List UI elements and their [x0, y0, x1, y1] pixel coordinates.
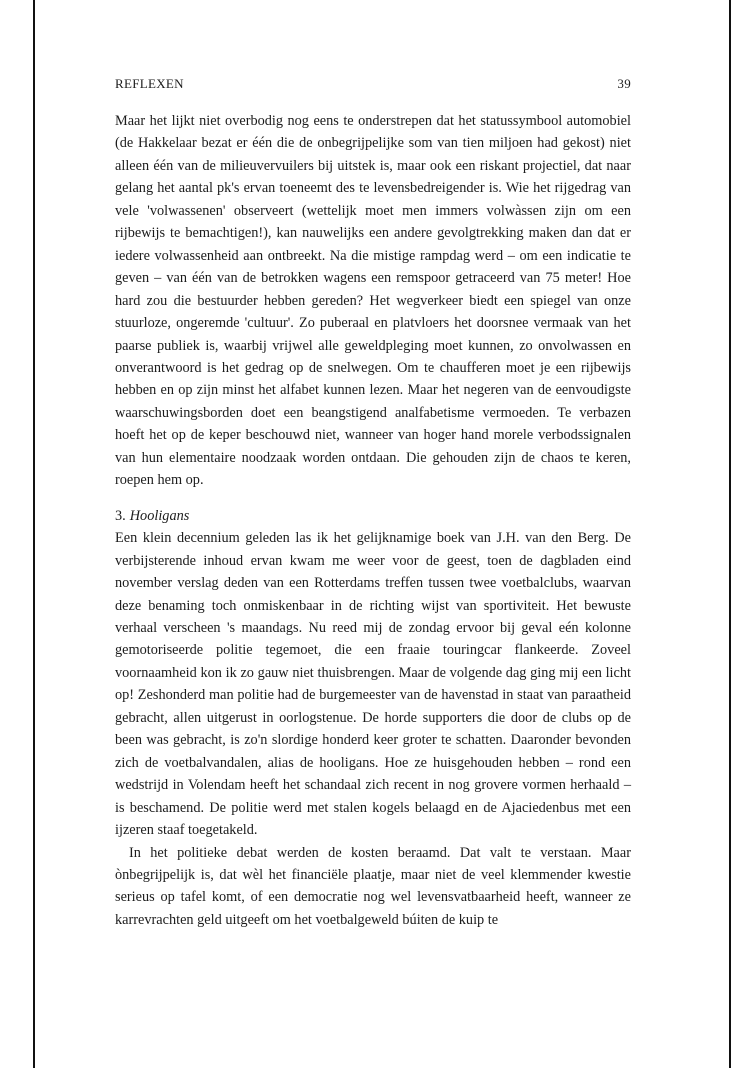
- paragraph: Maar het lijkt niet overbodig nog eens te onderstrepen dat het statussymbool automobiel (de Hakkelaar bezat er één die de onbegrijpelijke som van tien miljoen had gekost) niet alleen één van de milieuvervuilers bij uitstek is, maar ook een riskant projectiel, dat naar gelang het aantal pk's ervan toeneemt des te levensbedreigender is. Wie het rijgedrag van vele 'volwassenen' observeert (wettelijk moet men immers volwàssen zijn om een rijbewijs te bemachtigen!), kan nauwelijks een andere gevolgtrekking maken dan dat er iedere volwassenheid aan ontbreekt. Na die mistige rampdag werd – om een indicatie te geven – van één van de betrokken wagens een remspoor getraceerd van 75 meter! Hoe hard zou die bestuurder hebben gereden? Het wegverkeer biedt een spiegel van onze stuurloze, ongeremde 'cultuur'. Zo puberaal en platvloers het doorsnee vermaak van het paarse publiek is, waarbij vrijwel alle geweldpleging moet kunnen, zo onvolwassen en onverantwoord is het gedrag op de snelwegen. Om te chaufferen moet je een rijbewijs hebben en op zijn minst het alfabet kunnen lezen. Maar het negeren van de eenvoudigste waarschuwingsborden doet een beangstigend analfabetisme vermoeden. Te verbazen hoeft het op de keper beschouwd niet, wanneer van hoger hand morele verbodssignalen van hun elementaire noodzaak worden ontdaan. Die gehouden zijn de chaos te keren, roepen hem op.: [115, 113, 631, 489]
- section-number: 3.: [115, 507, 126, 524]
- paragraph: Een klein decennium geleden las ik het gelijknamige boek van J.H. van den Berg. De verbijsterende inhoud ervan kwam me weer voor de geest, toen de dagbladen eind november verslag deden van een Rotterdams treffen tussen twee voetbalclubs, waarvan deze benaming toch onmiskenbaar in de richting wijst van sportiviteit. Het bewuste verhaal verscheen 's maandags. Nu reed mij de zondag ervoor bij geval eén kolonne gemotoriseerde politie tegemoet, die een fraaie touringcar flankeerde. Zoveel voornaamheid kon ik zo gauw niet thuisbrengen. Maar de volgende dag ging mij een licht op! Zeshonderd man politie had de burgemeester van de havenstad in staat van paraatheid gebracht, allen uitgerust in oorlogstenue. De horde supporters die door de clubs op de been was gebracht, is zo'n slordige honderd keer groter te schatten. Daaronder bevonden zich de voetbalvandalen, alias de hooligans. Hoe ze huisgehouden hebben – rond een wedstrijd in Volendam heeft het schandaal zich recent in nog grovere vormen herhaald – is beschamend. De politie werd met stalen kogels belaagd en de Ajaciedenbus met een ijzeren staaf toegetakeld.: [115, 530, 631, 839]
- section-title: Hooligans: [129, 507, 190, 524]
- section-heading: [115, 505, 631, 527]
- scan-edge-right: [729, 0, 731, 1068]
- book-page: [115, 76, 631, 931]
- scan-edge-left: [33, 0, 35, 1068]
- running-head-title: REFLEXEN: [115, 76, 184, 91]
- running-head: [115, 76, 631, 96]
- page-number: 39: [617, 76, 631, 91]
- body-text: [115, 110, 631, 931]
- paragraph: In het politieke debat werden de kosten beraamd. Dat valt te verstaan. Maar ònbegrijpelijk is, dat wèl het financiële plaatje, maar niet de veel klemmender kwestie serieus op tafel komt, of een democratie nog wel levensvatbaarheid heeft, wanneer ze karrevrachten geld uitgeeft om het voetbalgeweld búiten de kuip te: [115, 844, 631, 928]
